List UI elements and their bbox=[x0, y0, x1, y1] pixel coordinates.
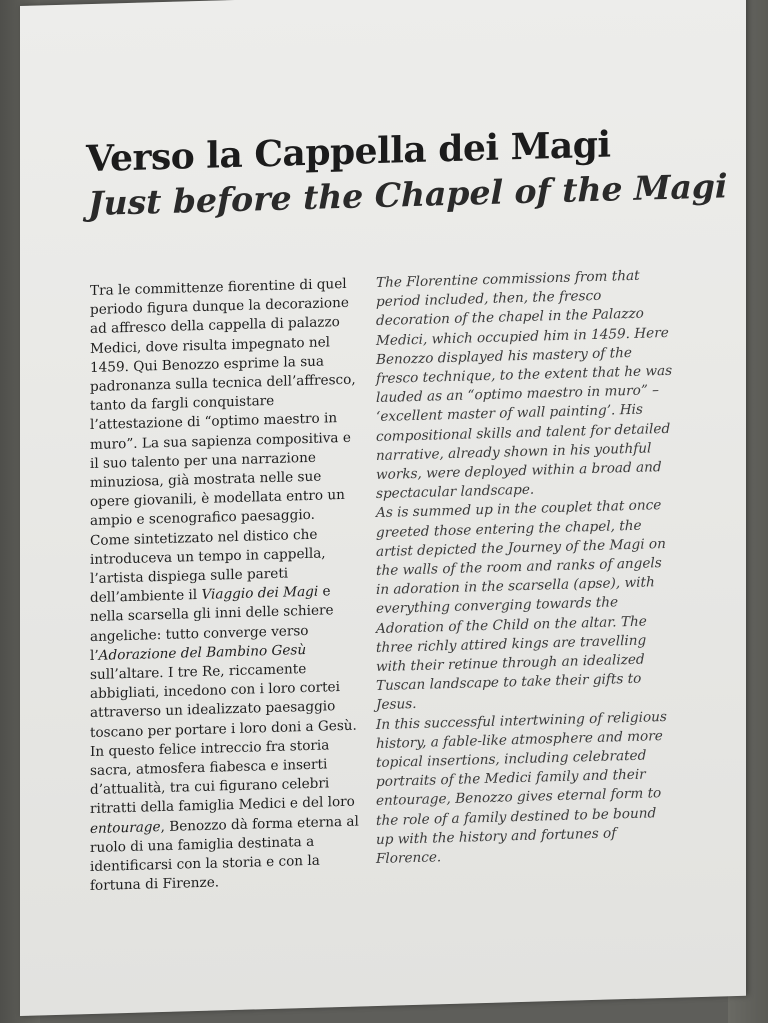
italian-text-column bbox=[90, 275, 360, 897]
english-paragraph-2: As is summed up in the couplet that once greeted those entering the chapel, the artist depicted the Journey of the Magi on the walls of the room and ranks of angels in adoration in the scarsella (apse), with everything converging towards the Adoration of the Child on the altar. The three richly attired kings are travelling with their retinue through an idealized Tuscan landscape to take their gifts to Jesus. bbox=[376, 497, 666, 714]
panel-content bbox=[20, 0, 746, 1016]
italian-paragraph-2 bbox=[90, 524, 360, 743]
exhibition-panel bbox=[20, 0, 746, 1016]
italian-p2-italic-2: Adorazione del Bambino Gesù bbox=[98, 641, 307, 664]
english-paragraph-3: In this successful intertwining of religious history, a fable-like atmosphere and more topical insertions, including celebrated portraits of the Medici family and their entourage, Benozzo gives eternal form to the role of a family destined to be bound up with the history and fortunes of Florence. bbox=[376, 708, 667, 868]
italian-p3-text-a: In questo felice intreccio fra storia sacra, atmosfera fiabesca e inserti d’attualità, tra cui figurano celebri ritratti della famiglia Medici e del loro bbox=[90, 737, 355, 818]
italian-paragraph-3 bbox=[90, 735, 360, 896]
panel-subtitle: Just before the Chapel of the Magi bbox=[88, 166, 728, 224]
english-paragraph-1: The Florentine commissions from that period included, then, the fresco decoration of the chapel in the Palazzo Medici, which occupied him in 1459. Here Benozzo displayed his mastery of the fresco technique, to the extent that he was lauded as an “optimo maestro in muro” – ‘excellent master of wall painting’. His compositional skills and talent for detailed narrative, already shown in his youthful works, were deployed within a broad and spectacular landscape. bbox=[376, 267, 673, 503]
italian-p3-text-b: , Benozzo dà forma eterna al ruolo di una famiglia destinata a identificarsi con la storia e con la fortuna di Firenze. bbox=[90, 813, 359, 895]
italian-paragraph-1: Tra le committenze fiorentine di quel periodo figura dunque la decorazione ad affresco della cappella di palazzo Medici, dove risulta impegnato nel 1459. Qui Benozzo esprime la sua padronanza sulla tecnica dell’affresco, tanto da fargli conquistare l’attestazione di “optimo maestro in muro”. La sua sapienza compositiva e il suo talento per una narrazione minuziosa, già mostrata nelle sue opere giovanili, è modellata entro un ampio e scenografico paesaggio. bbox=[90, 275, 356, 530]
italian-p2-text-a: Come sintetizzato nel distico che introduceva un tempo in cappella, l’artista dispiega sulle pareti dell’ambiente il bbox=[90, 526, 326, 607]
italian-p3-italic: entourage bbox=[90, 818, 161, 837]
italian-p2-text-c: sull’altare. I tre Re, riccamente abbigliati, incedono con i loro cortei attraverso un idealizzato paesaggio toscano per portare i loro doni a Gesù. bbox=[90, 661, 357, 741]
italian-p2-text-b: e nella scarsella gli inni delle schiere angeliche: tutto converge verso l’ bbox=[90, 583, 334, 664]
english-text-column bbox=[376, 266, 676, 870]
italian-p2-italic-1: Viaggio dei Magi bbox=[201, 583, 319, 604]
panel-title: Verso la Cappella dei Magi bbox=[86, 123, 611, 181]
